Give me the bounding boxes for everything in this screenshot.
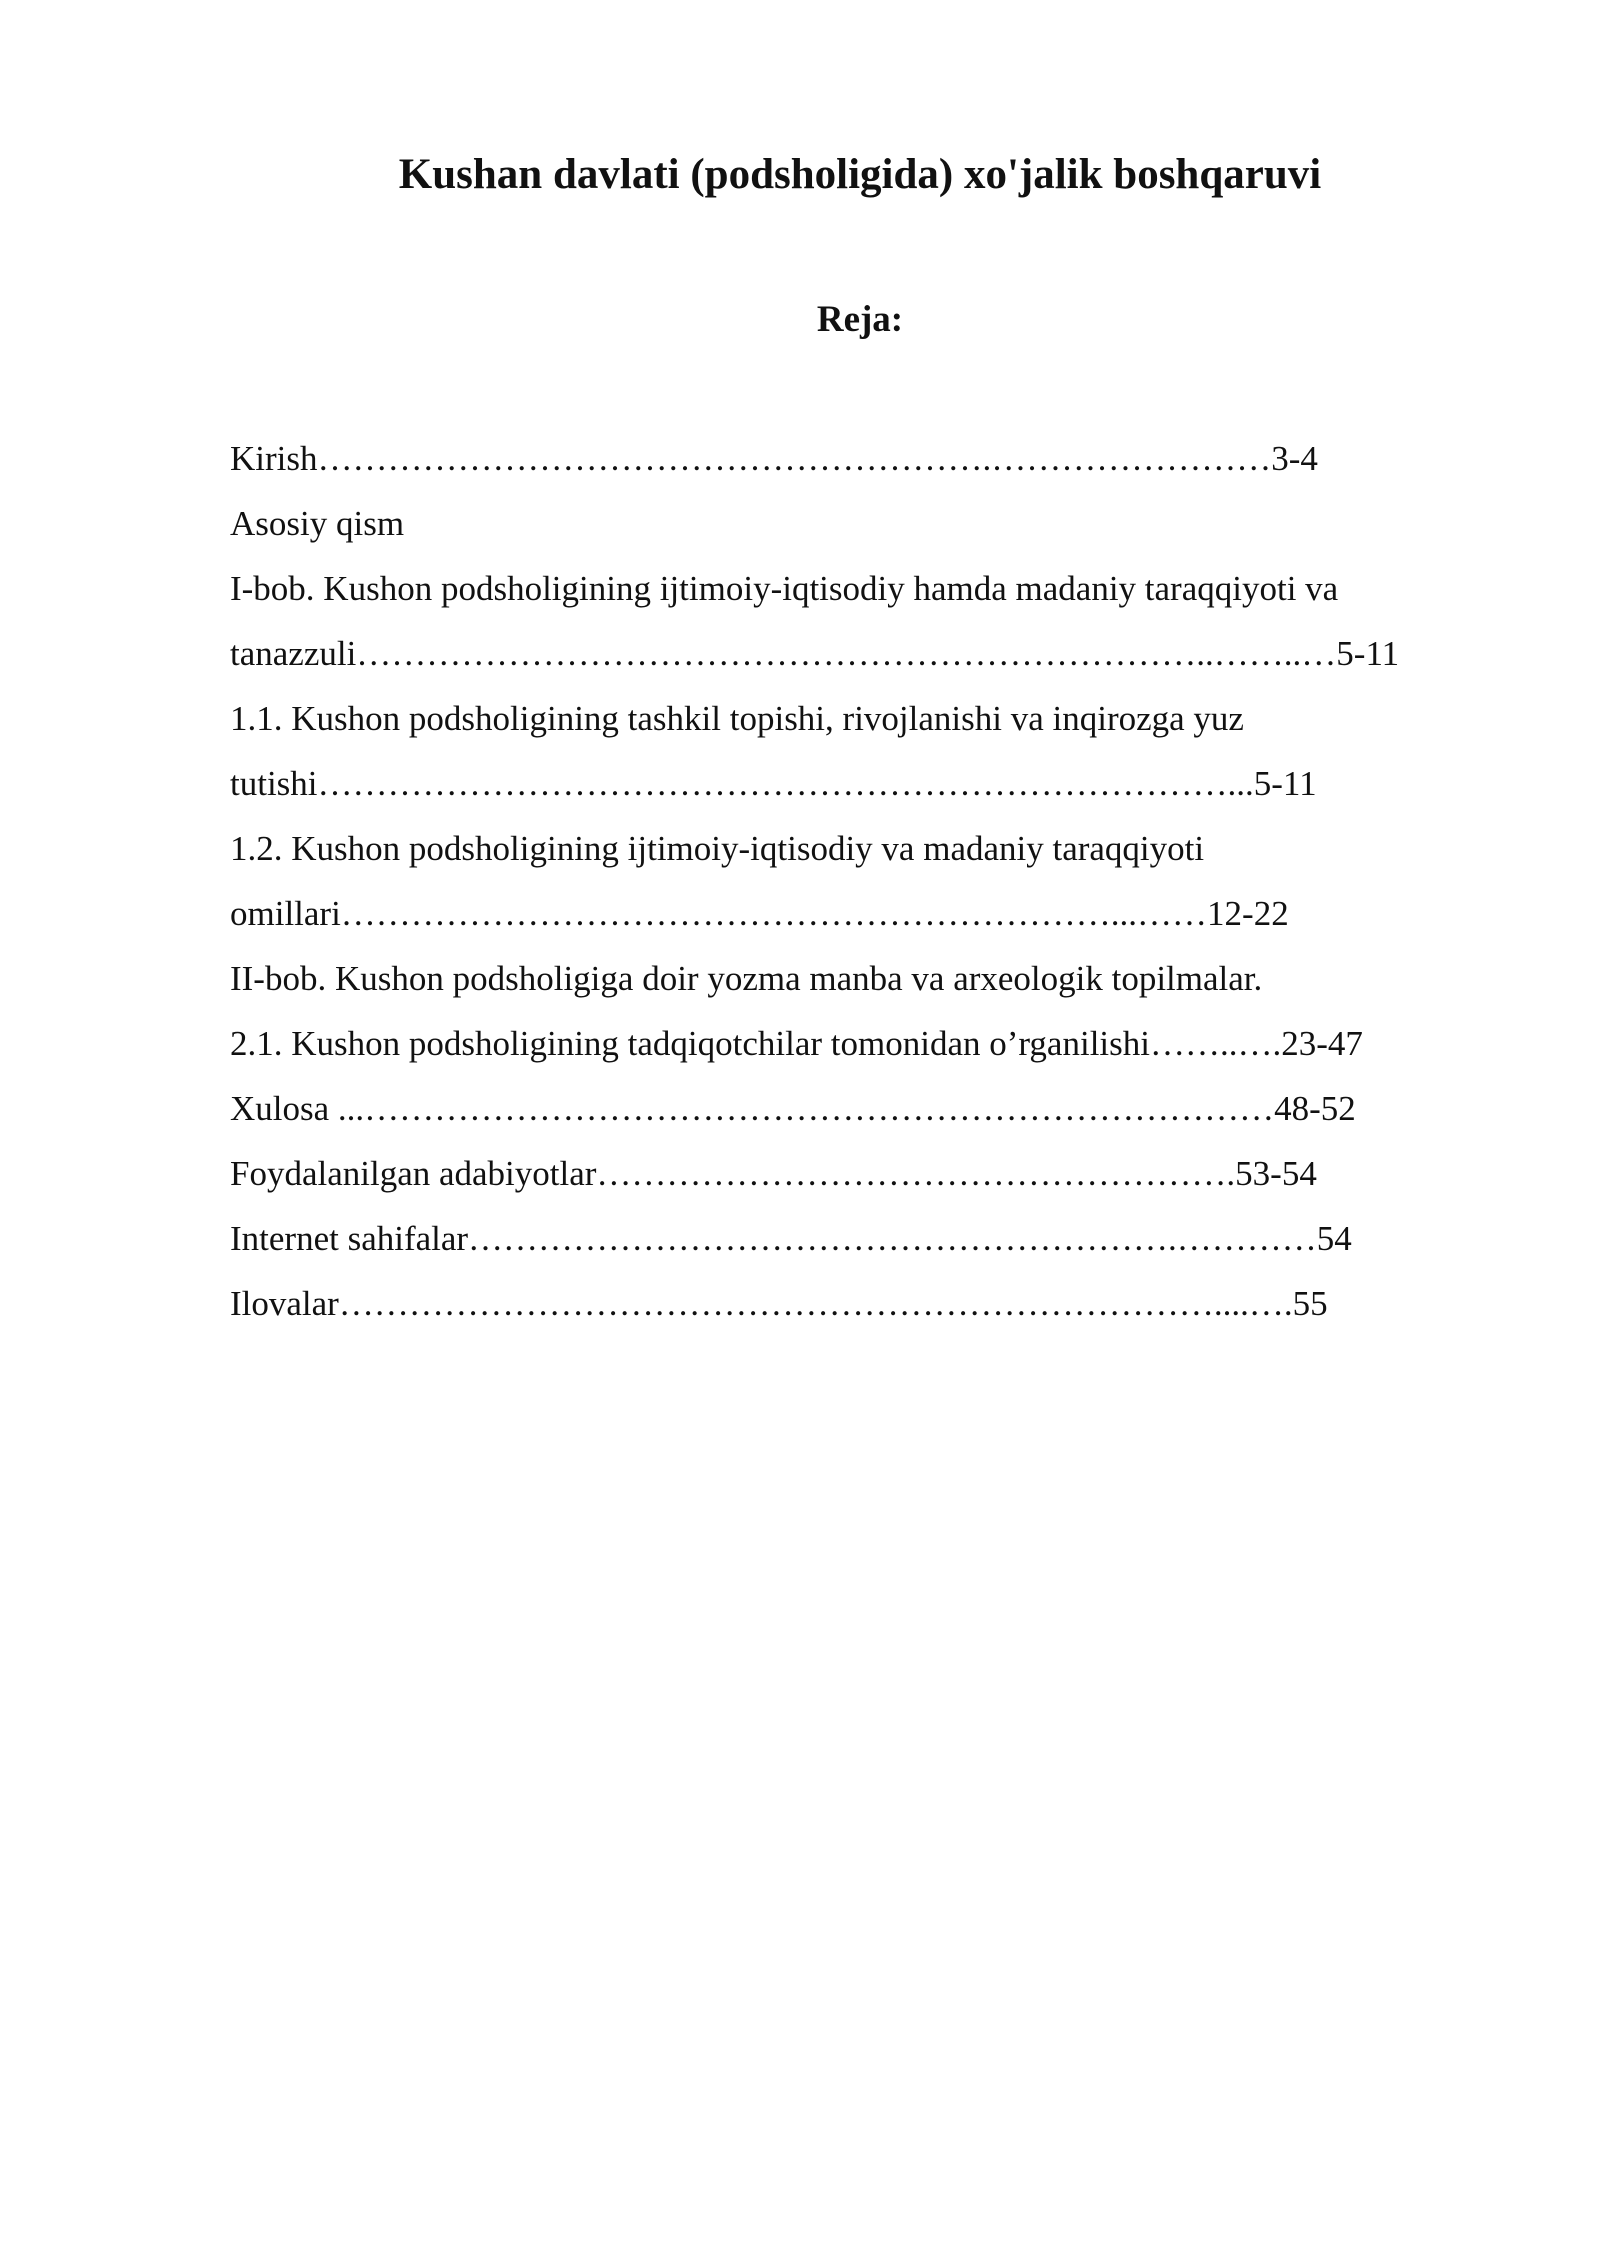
toc-entry-references: Foydalanilgan adabiyotlar……………………………………………….53-54 [230, 1154, 1317, 1193]
toc-entry-internet-sites: Internet sahifalar…………………………………………………….…………54 [230, 1219, 1352, 1258]
document-title: Kushan davlati (podsholigida) xo'jalik boshqaruvi [398, 151, 1322, 198]
toc-entry-chapter-2-title: II-bob. Kushon podsholigiga doir yozma manba va arxeologik topilmalar. [230, 959, 1263, 998]
toc-entry-section-1-1-cont: tutishi……………………………………………………………………...5-11 [230, 764, 1317, 803]
toc-entry-introduction: Kirish………………………………………………….……………………3-4 [230, 439, 1318, 478]
toc-entry-conclusion: Xulosa ...……………………………………………………………………48-52 [230, 1089, 1356, 1128]
toc-entry-section-2-1: 2.1. Kushon podsholigining tadqiqotchilar tomonidan o’rganilishi……..….23-47 [230, 1024, 1363, 1063]
toc-entry-section-1-2: 1.2. Kushon podsholigining ijtimoiy-iqtisodiy va madaniy taraqqiyoti [230, 829, 1205, 868]
toc-entry-appendices: Ilovalar…………………………………………………………………....….55 [230, 1284, 1328, 1323]
toc-entry-section-1-1: 1.1. Kushon podsholigining tashkil topishi, rivojlanishi va inqirozga yuz [230, 699, 1244, 738]
table-of-contents [230, 426, 1490, 1336]
toc-entry-section-1-2-cont: omillari…………………………………………………………...……12-22 [230, 894, 1289, 933]
toc-entry-chapter-1-title-cont: tanazzuli………………………………………………………………..……..…5-11 [230, 634, 1400, 673]
toc-entry-main-part: Asosiy qism [230, 504, 405, 543]
toc-entry-chapter-1-title: I-bob. Kushon podsholigining ijtimoiy-iqtisodiy hamda madaniy taraqqiyoti va [230, 569, 1339, 608]
plan-heading: Reja: [816, 299, 904, 340]
